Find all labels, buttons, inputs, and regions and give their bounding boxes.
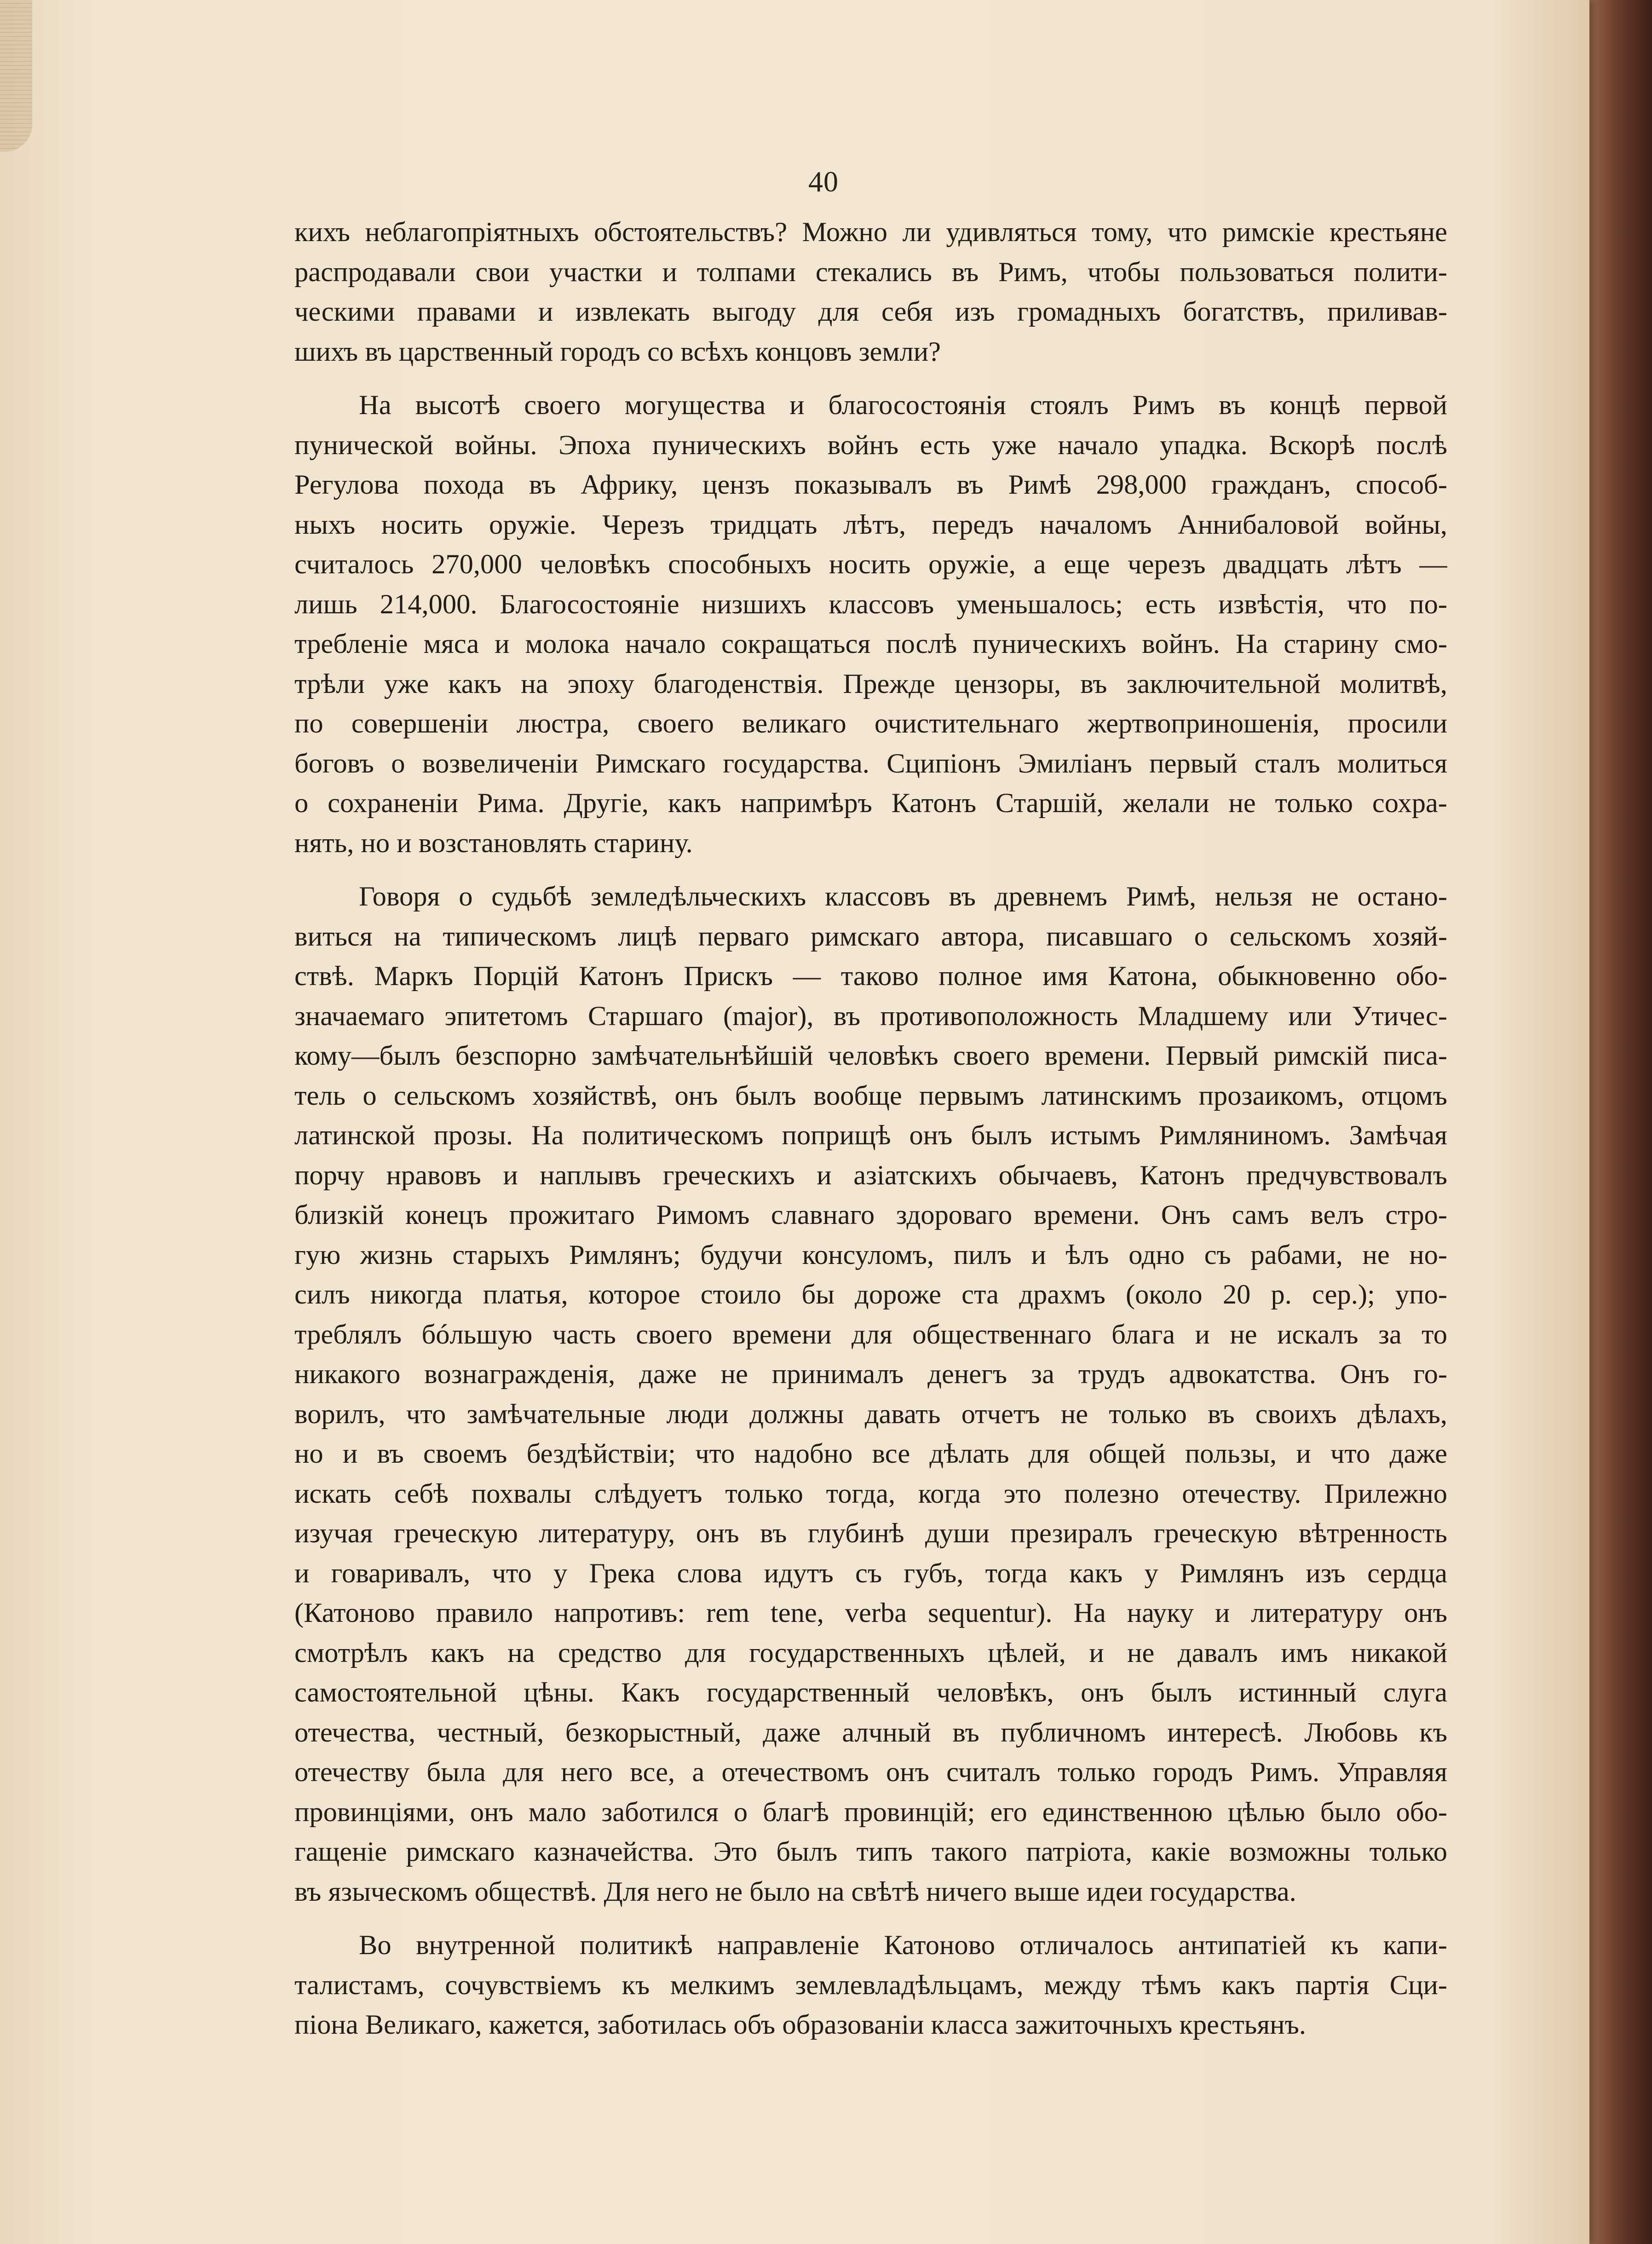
text-line: латинской прозы. На политическомъ поприщѣ онъ былъ истымъ Римляниномъ. Замѣчая: [294, 1120, 1447, 1151]
text-line: требленіе мяса и молока начало сокращаться послѣ пуническихъ войнъ. На старину смо-: [294, 629, 1447, 659]
text-line: лишь 214,000. Благосостояніе низшихъ классовъ уменьшалось; есть извѣстія, что по-: [294, 588, 1447, 620]
text-line: ныхъ носить оружіе. Черезъ тридцать лѣтъ, передъ началомъ Аннибаловой войны,: [294, 509, 1447, 540]
text-line: (Катоново правило напротивъ: rem tene, verba sequentur). На науку и литературу онъ: [294, 1598, 1447, 1628]
book-spine-edge: [1583, 0, 1652, 2244]
text-line: треблялъ бóльшую часть своего времени для общественнаго блага и не искалъ за то: [294, 1319, 1447, 1350]
text-line: Говоря о судьбѣ земледѣльческихъ классовъ въ древнемъ Римѣ, нельзя не остано-: [359, 881, 1447, 912]
text-line: ческими правами и извлекать выгоду для себя изъ громадныхъ богатствъ, приливав-: [294, 296, 1447, 327]
text-line: виться на типическомъ лицѣ перваго римскаго автора, писавшаго о сельскомъ хозяй-: [294, 921, 1447, 952]
text-line: никакого вознагражденія, даже не принималъ денегъ за трудъ адвокатства. Онъ го-: [294, 1359, 1447, 1390]
text-line: пунической войны. Эпоха пуническихъ войнъ есть уже начало упадка. Вскорѣ послѣ: [294, 429, 1447, 461]
text-line: боговъ о возвеличеніи Римскаго государства. Сципіонъ Эмиліанъ первый сталъ молиться: [294, 748, 1447, 779]
text-line: тель о сельскомъ хозяйствѣ, онъ былъ вообще первымъ латинскимъ прозаикомъ, отцомъ: [294, 1080, 1447, 1111]
text-line: силъ никогда платья, которое стоило бы дороже ста драхмъ (около 20 р. сер.); упо-: [294, 1279, 1447, 1310]
text-line: Регулова похода въ Африку, цензъ показывалъ въ Римѣ 298,000 гражданъ, способ-: [294, 469, 1447, 500]
text-line: На высотѣ своего могущества и благосостоянія стоялъ Римъ въ концѣ первой: [359, 390, 1447, 421]
paragraph-gap: [294, 863, 1447, 877]
text-line: отечеству была для него все, а отечествомъ онъ считалъ только городъ Римъ. Управляя: [294, 1757, 1447, 1788]
text-line: отечества, честный, безкорыстный, даже алчный въ публичномъ интересѣ. Любовь къ: [294, 1717, 1447, 1748]
text-line: въ языческомъ обществѣ. Для него не было на свѣтѣ ничего выше идеи государства.: [294, 1876, 1296, 1907]
paragraph-gap: [294, 1912, 1447, 1926]
text-line: трѣли уже какъ на эпоху благоденствія. Прежде цензоры, въ заключительной молитвѣ,: [294, 668, 1447, 699]
text-line: и говаривалъ, что у Грека слова идутъ съ губъ, тогда какъ у Римлянъ изъ сердца: [294, 1558, 1447, 1589]
text-line: значаемаго эпитетомъ Старшаго (major), въ противоположность Младшему или Утичес-: [294, 1000, 1447, 1032]
text-line: нять, но и возстановлять старину.: [294, 827, 693, 859]
text-line: талистамъ, сочувствіемъ къ мелкимъ землевладѣльцамъ, между тѣмъ какъ партія Сци-: [294, 1969, 1447, 2001]
paragraph-gap: [294, 372, 1447, 386]
text-line: гащеніе римскаго казначейства. Это былъ типъ такого патріота, какіе возможны только: [294, 1836, 1447, 1867]
text-line: шихъ въ царственный городъ со всѣхъ концовъ земли?: [294, 336, 941, 367]
text-line: Во внутренной политикѣ направленіе Катоново отличалось антипатіей къ капи-: [359, 1930, 1447, 1961]
text-line: ствѣ. Маркъ Порцій Катонъ Прискъ — таково полное имя Катона, обыкновенно обо-: [294, 961, 1447, 992]
page-number: 40: [808, 165, 839, 198]
text-line: но и въ своемъ бездѣйствіи; что надобно все дѣлать для общей пользы, и что даже: [294, 1438, 1447, 1469]
page-edge-stack: [0, 0, 32, 152]
text-line: провинціями, онъ мало заботился о благѣ провинцій; его единственною цѣлью было обо-: [294, 1796, 1447, 1828]
text-line: о сохраненіи Рима. Другіе, какъ напримѣръ Катонъ Старшій, желали не только сохра-: [294, 788, 1447, 819]
text-line: порчу нравовъ и наплывъ греческихъ и азіатскихъ обычаевъ, Катонъ предчувствовалъ: [294, 1159, 1447, 1191]
body-text: [294, 213, 1447, 2045]
text-line: ворилъ, что замѣчательные люди должны давать отчетъ не только въ своихъ дѣлахъ,: [294, 1398, 1447, 1430]
text-line: считалось 270,000 человѣкъ способныхъ носить оружіе, а еще черезъ двадцать лѣтъ —: [294, 549, 1447, 580]
text-line: піона Великаго, кажется, заботилась объ образованіи класса зажиточныхъ крестьянъ.: [294, 2009, 1307, 2040]
text-line: гую жизнь старыхъ Римлянъ; будучи консуломъ, пилъ и ѣлъ одно съ рабами, не но-: [294, 1239, 1447, 1270]
text-line: изучая греческую литературу, онъ въ глубинѣ души презиралъ греческую вѣтренность: [294, 1518, 1447, 1549]
text-line: распродавали свои участки и толпами стекались въ Римъ, чтобы пользоваться полити-: [294, 256, 1447, 288]
text-line: самостоятельной цѣны. Какъ государственный человѣкъ, онъ былъ истинный слуга: [294, 1677, 1447, 1708]
text-line: кихъ неблагопріятныхъ обстоятельствъ? Можно ли удивляться тому, что римскіе крестьяне: [294, 217, 1447, 248]
text-line: близкій конецъ прожитаго Римомъ славнаго здороваго времени. Онъ самъ велъ стро-: [294, 1200, 1447, 1230]
text-line: искать себѣ похвалы слѣдуетъ только тогда, когда это полезно отечеству. Прилежно: [294, 1478, 1447, 1509]
text-line: по совершеніи люстра, своего великаго очистительнаго жертвоприношенія, просили: [294, 708, 1447, 739]
text-line: смотрѣлъ какъ на средство для государственныхъ цѣлей, и не давалъ имъ никакой: [294, 1637, 1447, 1668]
text-line: кому—былъ безспорно замѣчательнѣйшій человѣкъ своего времени. Первый римскій писа-: [294, 1040, 1447, 1071]
